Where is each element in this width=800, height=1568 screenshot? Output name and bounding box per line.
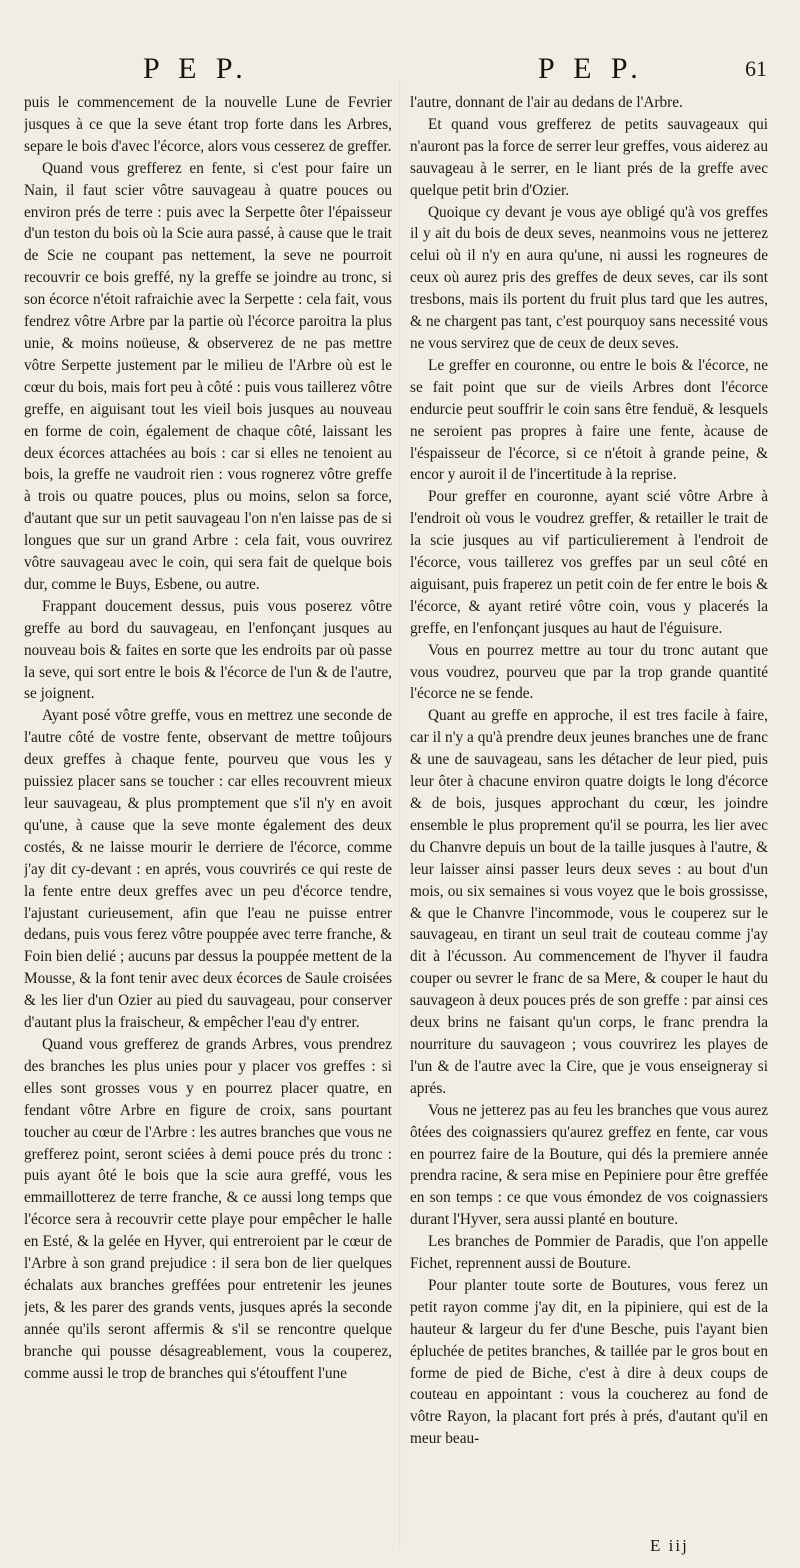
paragraph: Et quand vous grefferez de petits sauvageaux qui n'auront pas la force de serrer leur greffes, vous aiderez au sauvageau à le serrer, en le liant prés de la greffe avec quelque petit brin d'Ozier.: [410, 115, 768, 199]
page-number: 61: [745, 56, 767, 81]
paragraph: Quand vous grefferez de grands Arbres, vous prendrez des branches les plus unies pour y placer vos greffes : si elles sont grosses vous y en pourrez placer quatre, en fendant vôtre Arbre en figure de croix, sans pourtant toucher au cœur de l'Arbre : les autres branches que vous ne grefferez point, seront sciées à demi pouce prés du tronc : puis ayant ôté le bois que la scie aura greffé, vous les emmaillotterez de terre franche, & ce aussi long temps que l'écorce sera à recouvrir cette playe pour empêcher le halle en Esté, & la gelée en Hyver, qui entreroient par le cœur de l'Arbre à son grand prejudice : il sera bon de lier quelques échalats aux branches greffées pour entretenir les jeunes jets, & les parer des grands vents, jusques aprés la seconde année qu'ils seront affermis & s'il se rencontre quelque branche qui pousse désagreablement, vous la couperez, comme aussi le trop de branches qui s'étouffent l'une: [24, 1035, 392, 1382]
paragraph: Le greffer en couronne, ou entre le bois & l'écorce, ne se fait point que sur de vieils Arbres dont l'écorce endurcie peut souffrir le coin sans être fenduë, & lesquels ne seroient pas propres à faire une fente, àcause de l'éspaisseur de l'écorce, si ce n'étoit à grande peine, & encor y auroit il de l'incertitude à la reprise.: [410, 356, 768, 484]
running-head-right: P E P.: [538, 52, 644, 85]
paragraph: l'autre, donnant de l'air au dedans de l'Arbre.: [410, 94, 683, 111]
paragraph: Pour greffer en couronne, ayant scié vôtre Arbre à l'endroit où vous le voudrez greffer, & retailler le trait de la scie jusques au vif particulierement à l'endroit de l'écorce, vous taillerez vos greffes par un seul côté en aiguisant, puis fraperez un petit coin de fer entre le bois & l'écorce, & ayant retiré vôtre coin, vous y placerés la greffe, en l'enfonçant jusques au haut de l'éguisure.: [410, 488, 768, 637]
paragraph: Frappant doucement dessus, puis vous poserez vôtre greffe au bord du sauvageau, en l'enfonçant jusques au nouveau bois & faites en sorte que les endroits par où passe la seve, qui sort entre le bois & l'écorce de l'un & de l'autre, se joignent.: [24, 597, 392, 703]
paragraph: Les branches de Pommier de Paradis, que l'on appelle Fichet, reprennent aussi de Bouture.: [410, 1233, 768, 1273]
signature-mark: E iij: [650, 1536, 689, 1555]
column-gutter: [399, 80, 401, 1548]
paragraph: Quand vous grefferez en fente, si c'est pour faire un Nain, il faut scier vôtre sauvageau à quatre pouces ou environ prés de terre : puis avec la Serpette ôter l'épaisseur d'un teston du bois où la Scie aura passé, à cause que le trait de Scie ne coupant pas nettement, la seve ne pourroit recouvrir ce bois greffé, ny la greffe se joindre au tronc, si son écorce n'étoit rafraichie avec la Serpette : cela fait, vous fendrez vôtre Arbre par la partie où l'écorce paroitra la plus unie, & moins noüeuse, & observerez de ne pas mettre vôtre Serpette justement par le milieu de l'Arbre où est le cœur du bois, mais fort peu à côté : puis vous taillerez vôtre greffe, en aiguisant tout les vieil bois jusques au nouveau en forme de coin, également de chaque côté, laissant les deux écorces attachées au bois : car si elles ne tenoient au bois, la greffe ne vaudroit rien : vous rognerez vôtre greffe à trois ou quatre pouces, plus ou moins, selon sa force, d'autant que sur un petit sauvageau l'on n'en laisse pas de si longues que sur un grand Arbre : cela fait, vous ouvrirez vôtre sauvageau avec le coin, qui sera fait de quelque bois dur, comme le Buys, Esbene, ou autre.: [24, 159, 392, 593]
left-column: [24, 92, 392, 1528]
right-column: [410, 92, 768, 1528]
paragraph: Vous en pourrez mettre au tour du tronc autant que vous voudrez, pourveu que par la trop grande quantité l'écorce ne se fende.: [410, 641, 768, 703]
paragraph: puis le commencement de la nouvelle Lune de Fevrier jusques à ce que la seve étant trop forte dans les Arbres, separe le bois d'avec l'écorce, alors vous cesserez de greffer.: [24, 94, 392, 155]
paragraph: Quoique cy devant je vous aye obligé qu'à vos greffes il y ait du bois de deux seves, neanmoins vous ne jetterez celui où il n'y en aura qu'une, ni aussi les rogneures de ceux où aurez pris des greffes de deux seves, car ils sont tresbons, mais ils portent du fruit plus tard que les autres, & ne chargent pas tant, c'est pourquoy sans necessité vous ne vous servirez que de ceux de deux seves.: [410, 203, 768, 352]
paragraph: Quant au greffe en approche, il est tres facile à faire, car il n'y a qu'à prendre deux jeunes branches une de franc & une de sauvageau, sans les détacher de leur pied, puis leur ôter à chacune environ quatre doigts le long d'écorce & de bois, jusques approchant du cœur, les joindre ensemble le plus proprement qu'il se pourra, les lier avec du Chanvre depuis un bout de la taille jusques à l'autre, & leur laisser ainsi passer leurs deux seves : au bout d'un mois, ou six semaines si vous voyez que le bois grossisse, & que le Chanvre l'incommode, vous le couperez sur le sauvageau, en tirant un seul trait de couteau comme j'ay dit à l'écusson. Au commencement de l'hyver il faudra couper ou sevrer le franc de sa Mere, & couper le haut du sauvageon à deux pouces prés de son greffe : par ainsi ces deux brins ne faisant qu'un corps, le franc prendra la nourriture du sauvageon ; vous couvrirez les playes de l'un & de l'autre avec la Cire, que je vous enseigneray si aprés.: [410, 707, 768, 1097]
paragraph: Ayant posé vôtre greffe, vous en mettrez une seconde de l'autre côté de vostre fente, observant de mettre toûjours deux greffes à chaque fente, pourveu que vous les y puissiez placer sans se toucher : car elles recouvrent mieux leur sauvageau, & plus promptement que s'il n'y en avoit qu'une, à cause que la seve monte également des deux costés, & ne laisse mourir le derriere de l'écorce, comme j'ay dit cy-devant : en aprés, vous couvrirés ce qui reste de la fente entre deux greffes avec un peu d'écorce tendre, l'ajustant curieusement, afin que l'eau ne puisse entrer dedans, puis vous ferez vôtre pouppée avec terre franche, & Foin bien delié ; aucuns par dessus la pouppée mettent de la Mousse, & la font tenir avec deux écorces de Saule croisées & les lier d'un Ozier au pied du sauvageau, pour conserver d'autant plus la fraischeur, & empêcher l'eau d'y entrer.: [24, 707, 392, 1032]
paragraph: Vous ne jetterez pas au feu les branches que vous aurez ôtées des coignassiers qu'aurez greffez en fente, car vous en pourrez faire de la Bouture, qui dés la premiere année prendra racine, & sera mise en Pepiniere pour être greffée en son temps : ce que vous émondez de vos coignassiers durant l'Hyver, sera aussi planté en bouture.: [410, 1101, 768, 1229]
paragraph: Pour planter toute sorte de Boutures, vous ferez un petit rayon comme j'ay dit, en la pipiniere, qui est de la hauteur & largeur du fer d'une Besche, puis l'ayant bien épluchée de petites branches, & taillée par le gros bout en forme de pied de Biche, c'est à dire à deux coups de couteau en appointant : vous la coucherez au fond de vôtre Rayon, la placant fort prés à prés, d'autant qu'il en meur beau-: [410, 1276, 768, 1448]
running-head-left: P E P.: [143, 52, 249, 85]
